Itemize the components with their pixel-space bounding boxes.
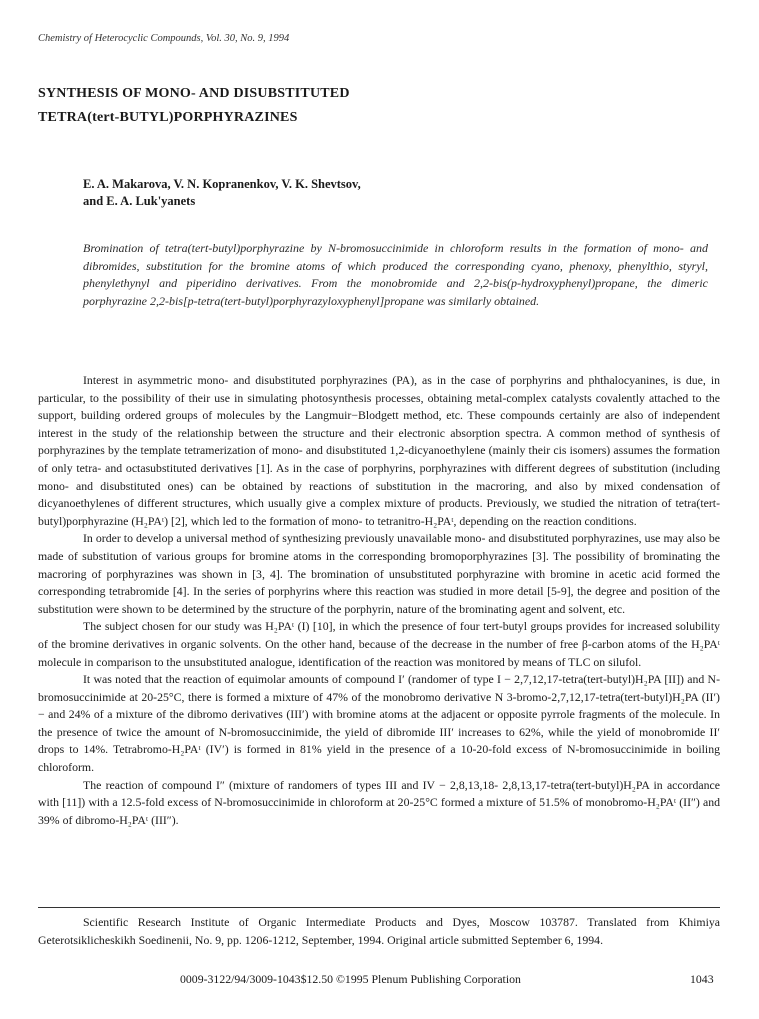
page-number: 1043 — [690, 972, 714, 986]
footer-copyright: 0009-3122/94/3009-1043$12.50 ©1995 Plenum Publishing Corporation — [180, 972, 521, 986]
footnote-divider — [38, 907, 720, 908]
body-paragraph: It was noted that the reaction of equimolar amounts of compound I′ (randomer of type I − 2,7,12,17-tetra(tert-butyl)H₂PA [II]) and N-bromosuccinimide at 20-25°C, there is formed a mixture of 47% of the monobromo derivative N 3-bromo-2,7,12,17-tetra(tert-butyl)H₂PA (II′) − and 24% of a mixture of the dibromo derivatives (III′) with bromine atoms at the adjacent or opposite pyrrole fragments of the molecule. In the presence of twice the amount of N-bromosuccinimide, the yield of dibromide III′ increases to 62%, while the yield of monobromide II′ drops to 14%. Tetrabromo-H₂PAᵗ (IV′) is formed in 81% yield in the presence of a 10-20-fold excess of N-bromosuccinimide in boiling chloroform. — [38, 672, 720, 775]
footnote: Scientific Research Institute of Organic Intermediate Products and Dyes, Moscow 103787. Translated from Khimiya Geterotsiklicheskikh Soedinenii, No. 9, pp. 1206-1212, September, 1994. Original article submitted September 6, 1994. — [38, 915, 720, 947]
authors — [83, 176, 643, 210]
article-title — [38, 82, 598, 130]
abstract: Bromination of tetra(tert-butyl)porphyrazine by N-bromosuccinimide in chloroform results in the formation of mono- and dibromides, substitution for the bromine atoms of which produced the corresponding cyano, phenoxy, phenylthio, styryl, phenylethynyl and piperidino derivatives. From the monobromide and 2,2-bis(p-hydroxyphenyl)propane, the dimeric porphyrazine 2,2-bis[p-tetra(tert-butyl)porphyrazyloxyphenyl]propane was similarly obtained. — [83, 241, 708, 308]
body-paragraph: Interest in asymmetric mono- and disubstituted porphyrazines (PA), as in the case of porphyrins and phthalocyanines, is due, in particular, to the possibility of their use in simulating photosynthesis processes, obtaining metal-complex catalysts covalently attached to the support, building ordered groups of molecules by the Langmuir−Blodgett method, etc. These compounds certainly are also of independent interest in the study of the relationship between the structure and their electronic absorption spectra. A common method of synthesis of porphyrazines by the template tetramerization of mono- and disubstituted 1,2-dicyanoethylene (mainly their cis isomers) assumes the formation of only tetra- and octasubstituted derivatives [1]. As in the case of porphyrins, porphyrazines with different degrees of substitution (including mono- and disubstituted ones) can be obtained by reactions of substitution in the macroring, and also by mixed condensation of dicyanoethylenes of different structures, which usually give a complex mixture of products. Previously, we studied the nitration of tetra(tert-butyl)porphyrazine (H₂PAᵗ) [2], which led to the formation of mono- to tetranitro-H₂PAᵗ, depending on the reaction conditions. — [38, 373, 720, 528]
authors-line: and E. A. Luk'yanets — [83, 194, 196, 208]
title-line: TETRA(tert-BUTYL)PORPHYRAZINES — [38, 110, 298, 125]
title-line: SYNTHESIS OF MONO- AND DISUBSTITUTED — [38, 86, 350, 101]
authors-line: E. A. Makarova, V. N. Kopranenkov, V. K. Shevtsov, — [83, 177, 361, 191]
body-paragraph: The reaction of compound I″ (mixture of randomers of types III and IV − 2,8,13,18- 2,8,13,17-tetra(tert-butyl)H₂PA in accordance with [11]) with a 12.5-fold excess of N-bromosuccinimide in chloroform at 20-25°C formed a mixture of 51.5% of monobromo-H₂PAᵗ (II″) and 39% of dibromo-H₂PAᵗ (III″). — [38, 777, 720, 827]
journal-header: Chemistry of Heterocyclic Compounds, Vol. 30, No. 9, 1994 — [38, 33, 290, 44]
article-body — [38, 372, 720, 829]
body-paragraph: In order to develop a universal method of synthesizing previously unavailable mono- and disubstituted porphyrazines, use may also be made of substitution of various groups for bromine atoms in the corresponding bromoporphyrazines [3]. The possibility of brominating the macroring of porphyrazines was shown in [3, 4]. The bromination of unsubstituted porphyrazine with bromine in acetic acid formed the corresponding tetrabromide [4]. In the series of porphyrins where this reaction was studied in more detail [5-9], the degree and position of the substitution were shown to be determined by the structure of the porphyrin, nature of the brominating agent and solvent, etc. — [38, 531, 720, 616]
body-paragraph: The subject chosen for our study was H₂PAᵗ (I) [10], in which the presence of four tert-butyl groups provides for increased solubility of the bromine derivatives in organic solvents. On the other hand, because of the decrease in the number of free β-carbon atoms of the H₂PAᵗ molecule in comparison to the unsubstituted analogue, identification of the reaction was monitored by means of TLC on silufol. — [38, 619, 720, 669]
